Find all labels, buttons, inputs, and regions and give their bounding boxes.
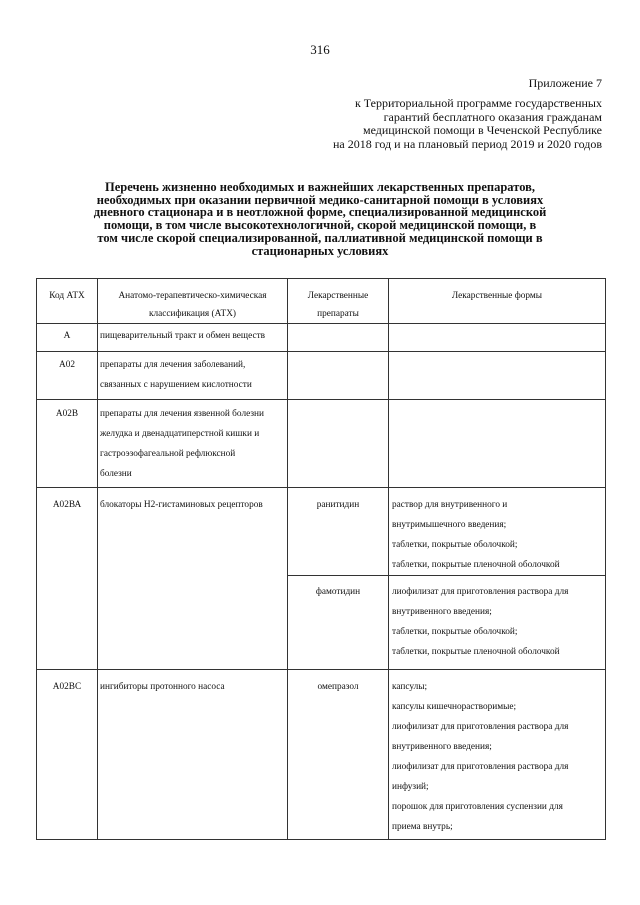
form-line: таблетки, покрытые оболочкой; bbox=[392, 540, 518, 550]
form-line: инфузий; bbox=[392, 782, 429, 792]
drug-cell bbox=[288, 488, 389, 576]
header-classification-line: классификация (АТХ) bbox=[148, 309, 237, 319]
form-line: лиофилизат для приготовления раствора для bbox=[392, 587, 569, 597]
header-classification bbox=[98, 279, 288, 324]
title-line: помощи, в том числе высокотехнологичной, скорой медицинской помощи, в bbox=[103, 218, 537, 233]
title-line: том числе скорой специализированной, паллиативной медицинской помощи в bbox=[97, 230, 543, 245]
drug-name: омепразол bbox=[317, 682, 359, 692]
appendix-line: к Территориальной программе государственных bbox=[354, 96, 602, 110]
header-forms: Лекарственные формы bbox=[389, 279, 606, 324]
form-line: лиофилизат для приготовления раствора для bbox=[392, 762, 569, 772]
classification-line: ингибиторы протонного насоса bbox=[100, 682, 225, 692]
atc-code-cell bbox=[37, 670, 98, 840]
form-line: таблетки, покрытые пленочной оболочкой bbox=[392, 647, 560, 657]
header-drugs-line: препараты bbox=[317, 309, 359, 319]
header-drugs-line: Лекарственные bbox=[307, 291, 369, 301]
table-row bbox=[37, 352, 606, 400]
classification-cell bbox=[98, 324, 288, 352]
page-number: 316 bbox=[310, 42, 330, 57]
classification-cell bbox=[98, 670, 288, 840]
forms-cell bbox=[389, 576, 606, 670]
drug-name: фамотидин bbox=[315, 587, 361, 597]
classification-line: связанных с нарушением кислотности bbox=[100, 380, 252, 390]
document-title bbox=[80, 181, 560, 257]
atc-code: А bbox=[63, 331, 71, 341]
atc-code: А02В bbox=[55, 409, 79, 419]
title-line: необходимых при оказании первичной медико-санитарной помощи в условиях bbox=[96, 192, 544, 207]
atc-code: А02ВА bbox=[52, 500, 82, 510]
drug-cell bbox=[288, 324, 389, 352]
drug-cell bbox=[288, 400, 389, 488]
forms-cell bbox=[389, 488, 606, 576]
form-line: раствор для внутривенного и bbox=[392, 500, 508, 510]
classification-cell bbox=[98, 488, 288, 670]
appendix-line: медицинской помощи в Чеченской Республике bbox=[362, 123, 602, 137]
appendix-reference bbox=[333, 97, 602, 151]
classification-line: болезни bbox=[100, 469, 132, 479]
classification-line: гастроэзофагеальной рефлюксной bbox=[100, 449, 236, 459]
drug-name: ранитидин bbox=[316, 500, 360, 510]
table-header-row bbox=[37, 279, 606, 324]
form-line: внутривенного введения; bbox=[392, 742, 492, 752]
table-row bbox=[37, 324, 606, 352]
atc-code-cell bbox=[37, 324, 98, 352]
classification-line: препараты для лечения язвенной болезни bbox=[100, 409, 264, 419]
appendix-line: гарантий бесплатного оказания гражданам bbox=[383, 109, 602, 124]
drug-list-table bbox=[36, 278, 606, 840]
form-line: таблетки, покрытые пленочной оболочкой bbox=[392, 560, 560, 570]
atc-code: А02 bbox=[58, 360, 75, 370]
appendix-line: на 2018 год и на плановый период 2019 и 2020 годов bbox=[332, 136, 602, 151]
classification-cell bbox=[98, 400, 288, 488]
drug-cell bbox=[288, 576, 389, 670]
classification-line: препараты для лечения заболеваний, bbox=[100, 360, 246, 370]
title-line: стационарных условиях bbox=[251, 243, 389, 258]
table-row bbox=[37, 488, 606, 576]
atc-code-cell bbox=[37, 400, 98, 488]
drug-cell bbox=[288, 670, 389, 840]
classification-line: желудка и двенадцатиперстной кишки и bbox=[100, 429, 260, 439]
atc-code: А02ВС bbox=[52, 682, 82, 692]
form-line: порошок для приготовления суспензии для bbox=[392, 802, 563, 812]
forms-cell bbox=[389, 324, 606, 352]
forms-cell bbox=[389, 352, 606, 400]
classification-line: пищеварительный тракт и обмен веществ bbox=[100, 331, 266, 341]
forms-cell bbox=[389, 400, 606, 488]
header-classification-line: Анатомо-терапевтическо-химическая bbox=[118, 291, 267, 301]
table-row bbox=[37, 670, 606, 840]
atc-code-cell bbox=[37, 352, 98, 400]
form-line: приема внутрь; bbox=[392, 822, 453, 832]
header-code: Код АТХ bbox=[37, 279, 98, 324]
header-drugs bbox=[288, 279, 389, 324]
form-line: внутримышечного введения; bbox=[392, 520, 507, 530]
table-row bbox=[37, 400, 606, 488]
form-line: лиофилизат для приготовления раствора для bbox=[392, 722, 569, 732]
atc-code-cell bbox=[37, 488, 98, 670]
classification-cell bbox=[98, 352, 288, 400]
form-line: внутривенного введения; bbox=[392, 607, 492, 617]
form-line: капсулы кишечнорастворимые; bbox=[392, 702, 517, 712]
title-line: Перечень жизненно необходимых и важнейших лекарственных препаратов, bbox=[104, 180, 536, 194]
appendix-title: Приложение 7 bbox=[528, 76, 602, 90]
form-line: капсулы; bbox=[392, 682, 428, 692]
classification-line: блокаторы Н2-гистаминовых рецепторов bbox=[100, 500, 263, 510]
title-line: дневного стационара и в неотложной форме, специализированной медицинской bbox=[93, 205, 547, 220]
forms-cell bbox=[389, 670, 606, 840]
form-line: таблетки, покрытые оболочкой; bbox=[392, 627, 518, 637]
drug-cell bbox=[288, 352, 389, 400]
